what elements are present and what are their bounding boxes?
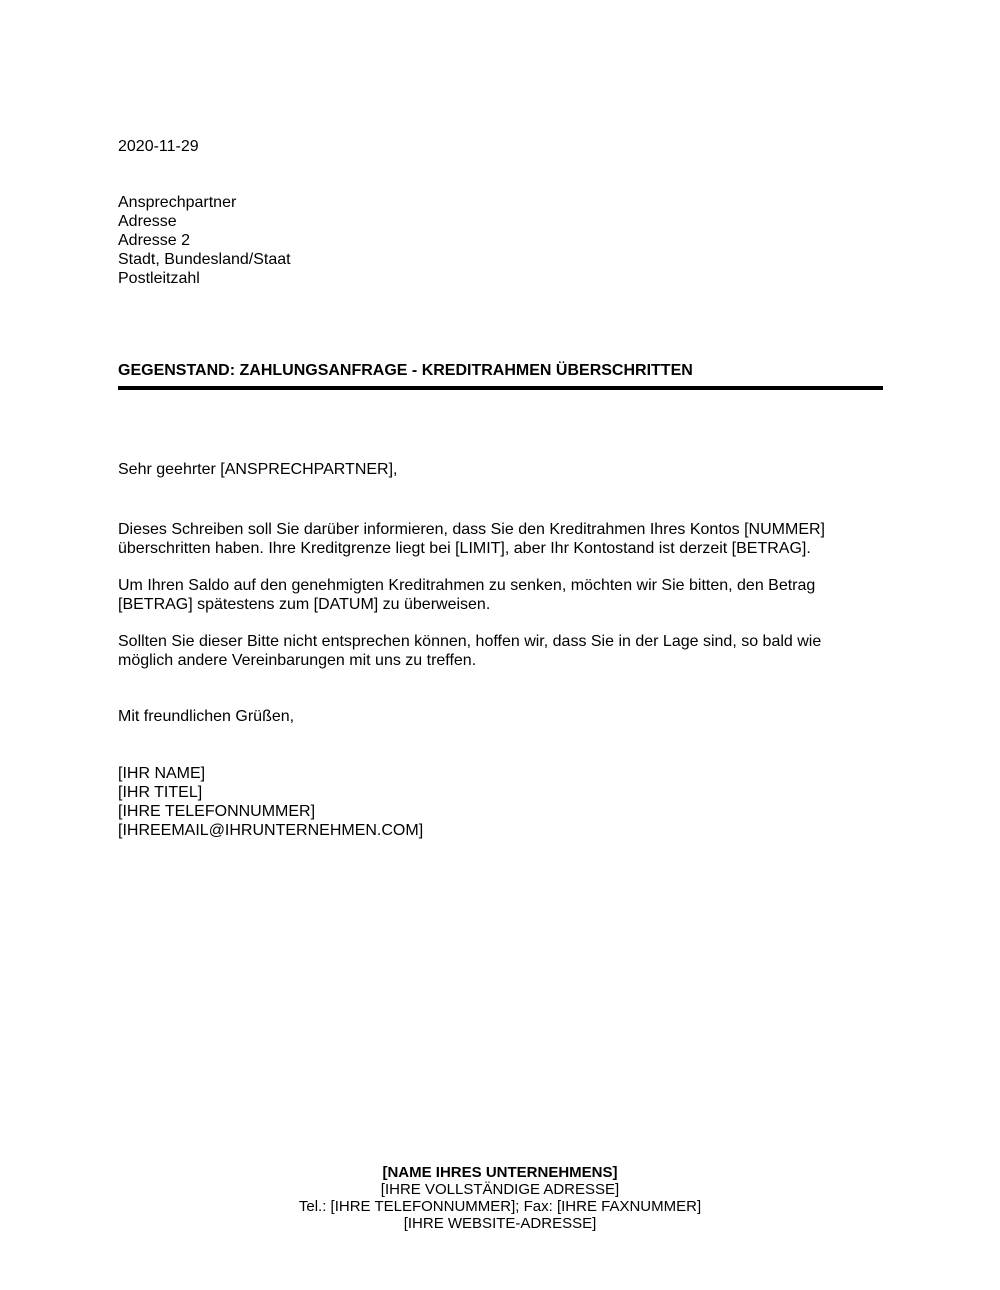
recipient-line-address-2: Adresse 2 (118, 232, 191, 249)
closing-text: Mit freundlichen Grüßen, (118, 708, 295, 725)
paragraph-2-line-1: Um Ihren Saldo auf den genehmigten Kreditrahmen zu senken, möchten wir Sie bitten, den Betrag (118, 577, 816, 594)
salutation (118, 460, 883, 479)
signature-title: [IHR TITEL] (118, 784, 203, 801)
recipient-address (118, 193, 883, 288)
signature-email: [IHREEMAIL@IHRUNTERNEHMEN.COM] (118, 822, 424, 839)
recipient-line-contact: Ansprechpartner (118, 194, 237, 211)
recipient-line-postal-code: Postleitzahl (118, 270, 200, 287)
footer-website: [IHRE WEBSITE-ADRESSE] (403, 1215, 597, 1232)
signature-phone: [IHRE TELEFONNUMMER] (118, 803, 316, 820)
closing (118, 707, 883, 726)
footer-contact: Tel.: [IHRE TELEFONNUMMER]; Fax: [IHRE FAXNUMMER] (298, 1198, 702, 1215)
paragraph-2-line-2: [BETRAG] spätestens zum [DATUM] zu überweisen. (118, 596, 491, 613)
paragraph-1-line-1: Dieses Schreiben soll Sie darüber informieren, dass Sie den Kreditrahmen Ihres Kontos [NUMMER] (118, 521, 825, 538)
signature-name: [IHR NAME] (118, 765, 206, 782)
salutation-text: Sehr geehrter [ANSPRECHPARTNER], (118, 461, 398, 478)
subject-divider (118, 386, 883, 390)
footer-address: [IHRE VOLLSTÄNDIGE ADRESSE] (380, 1181, 620, 1198)
paragraph-3-line-2: möglich andere Vereinbarungen mit uns zu treffen. (118, 652, 477, 669)
body-paragraph-1 (118, 520, 883, 558)
subject-text: GEGENSTAND: ZAHLUNGSANFRAGE - KREDITRAHMEN ÜBERSCHRITTEN (118, 362, 693, 379)
recipient-line-address: Adresse (118, 213, 177, 230)
footer-company-name: [NAME IHRES UNTERNEHMENS] (382, 1164, 618, 1181)
paragraph-3-line-1: Sollten Sie dieser Bitte nicht entsprechen können, hoffen wir, dass Sie in der Lage sind, so bald wie (118, 633, 822, 650)
body-paragraph-2 (118, 576, 883, 614)
letter-date (118, 137, 883, 156)
recipient-line-city-state: Stadt, Bundesland/Staat (118, 251, 291, 268)
subject-heading (118, 361, 883, 380)
signature-block (118, 764, 883, 840)
letter-footer (0, 1164, 1000, 1232)
date-text: 2020-11-29 (118, 138, 199, 155)
body-paragraph-3 (118, 632, 883, 670)
paragraph-1-line-2: überschritten haben. Ihre Kreditgrenze liegt bei [LIMIT], aber Ihr Kontostand ist derzeit [BETRAG]. (118, 540, 811, 557)
